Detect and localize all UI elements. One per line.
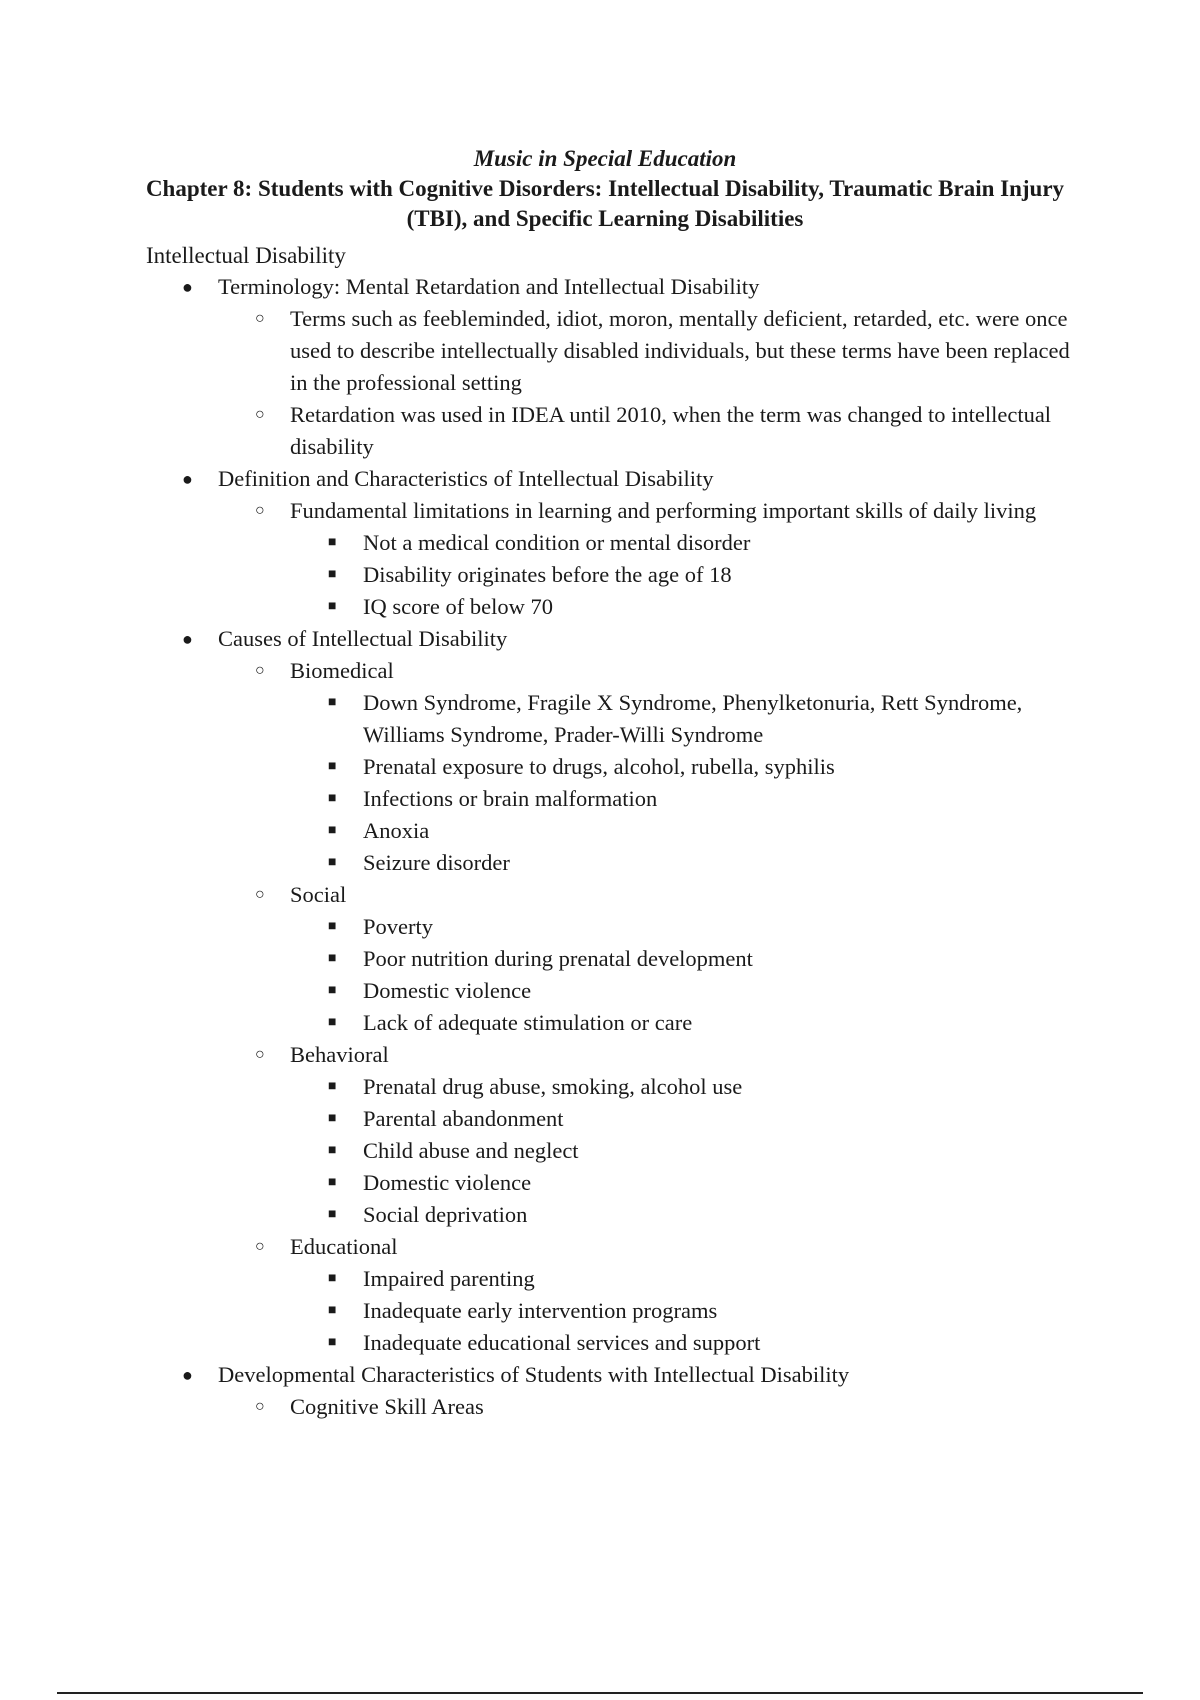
hollow-circle-bullet-icon: ○	[255, 662, 265, 679]
list-item	[0, 495, 1080, 527]
square-bullet-icon: ■	[328, 1015, 337, 1030]
list-item	[0, 1359, 1088, 1391]
list-item	[0, 751, 1083, 783]
square-bullet-icon: ■	[328, 951, 337, 966]
list-item-text: Inadequate early intervention programs	[363, 1298, 718, 1323]
list-item	[0, 879, 1080, 911]
list-item	[0, 1199, 1083, 1231]
list-item-text: Infections or brain malformation	[363, 786, 658, 811]
square-bullet-icon: ■	[328, 1175, 337, 1190]
list-item	[0, 975, 1083, 1007]
list-item	[0, 399, 1080, 463]
list-item-text: Anoxia	[363, 818, 430, 843]
list-item-text: Disability originates before the age of 18	[363, 562, 732, 587]
list-item-text: Parental abandonment	[363, 1106, 564, 1131]
list-item	[0, 591, 1083, 623]
square-bullet-icon: ■	[328, 823, 337, 838]
square-bullet-icon: ■	[328, 567, 337, 582]
list-item-text: Down Syndrome, Fragile X Syndrome, Phenylketonuria, Rett Syndrome, Williams Syndrome, Prader-Willi Syndrome	[363, 690, 1023, 747]
list-item-text: Domestic violence	[363, 978, 532, 1003]
list-item	[0, 783, 1083, 815]
list-item-text: Inadequate educational services and support	[363, 1330, 761, 1355]
list-item	[0, 463, 1088, 495]
square-bullet-icon: ■	[328, 695, 337, 710]
list-item-text: Fundamental limitations in learning and performing important skills of daily living	[290, 498, 1037, 523]
filled-circle-bullet-icon: ●	[182, 629, 193, 649]
list-item-text: Prenatal drug abuse, smoking, alcohol use	[363, 1074, 743, 1099]
page-bottom-divider	[57, 1692, 1143, 1694]
list-item-text: Educational	[290, 1234, 398, 1259]
filled-circle-bullet-icon: ●	[182, 1365, 193, 1385]
list-item-text: Cognitive Skill Areas	[290, 1394, 484, 1419]
list-item	[0, 271, 1088, 303]
list-item	[0, 1135, 1083, 1167]
filled-circle-bullet-icon: ●	[182, 277, 193, 297]
square-bullet-icon: ■	[328, 855, 337, 870]
list-item	[0, 655, 1080, 687]
square-bullet-icon: ■	[328, 919, 337, 934]
list-item	[0, 1327, 1083, 1359]
square-bullet-icon: ■	[328, 983, 337, 998]
square-bullet-icon: ■	[328, 1111, 337, 1126]
list-item	[0, 687, 1083, 751]
list-item	[0, 1103, 1083, 1135]
square-bullet-icon: ■	[328, 1079, 337, 1094]
hollow-circle-bullet-icon: ○	[255, 1046, 265, 1063]
list-item-text: Domestic violence	[363, 1170, 532, 1195]
list-item-text: Terms such as feebleminded, idiot, moron, mentally deficient, retarded, etc. were once used to describe intellectually disabled individuals, but these terms have been replaced in the professional setting	[290, 306, 1070, 395]
list-item-text: Social	[290, 882, 347, 907]
hollow-circle-bullet-icon: ○	[255, 886, 265, 903]
list-item-text: Retardation was used in IDEA until 2010, when the term was changed to intellectual disability	[290, 402, 1052, 459]
list-item	[0, 1167, 1083, 1199]
list-item	[0, 1071, 1083, 1103]
list-item	[0, 847, 1083, 879]
chapter-title: Chapter 8: Students with Cognitive Disorders: Intellectual Disability, Traumatic Brain Injury (TBI), and Specific Learning Disabilities	[145, 176, 1065, 231]
list-item-text: Behavioral	[290, 1042, 389, 1067]
list-item-text: Social deprivation	[363, 1202, 528, 1227]
list-item-text: Causes of Intellectual Disability	[218, 626, 508, 651]
list-item	[0, 1231, 1080, 1263]
section-heading: Intellectual Disability	[146, 243, 346, 268]
square-bullet-icon: ■	[328, 1303, 337, 1318]
document-header	[0, 144, 1200, 234]
hollow-circle-bullet-icon: ○	[255, 310, 265, 327]
list-item-text: Prenatal exposure to drugs, alcohol, rubella, syphilis	[363, 754, 835, 779]
hollow-circle-bullet-icon: ○	[255, 1398, 265, 1415]
square-bullet-icon: ■	[328, 535, 337, 550]
square-bullet-icon: ■	[328, 1143, 337, 1158]
list-item-text: Biomedical	[290, 658, 394, 683]
hollow-circle-bullet-icon: ○	[255, 1238, 265, 1255]
list-item-text: Lack of adequate stimulation or care	[363, 1010, 693, 1035]
list-item	[0, 943, 1083, 975]
list-item	[0, 623, 1088, 655]
list-item	[0, 815, 1083, 847]
list-item	[0, 1263, 1083, 1295]
list-item-text: Terminology: Mental Retardation and Intellectual Disability	[218, 274, 760, 299]
list-item-text: Seizure disorder	[363, 850, 510, 875]
hollow-circle-bullet-icon: ○	[255, 502, 265, 519]
square-bullet-icon: ■	[328, 791, 337, 806]
list-item	[0, 527, 1083, 559]
list-item	[0, 1295, 1083, 1327]
list-item-text: Impaired parenting	[363, 1266, 535, 1291]
document-title: Music in Special Education	[473, 146, 737, 171]
list-item-text: Child abuse and neglect	[363, 1138, 579, 1163]
list-item	[0, 1391, 1080, 1423]
hollow-circle-bullet-icon: ○	[255, 406, 265, 423]
filled-circle-bullet-icon: ●	[182, 469, 193, 489]
square-bullet-icon: ■	[328, 1335, 337, 1350]
square-bullet-icon: ■	[328, 1271, 337, 1286]
list-item-text: Not a medical condition or mental disorder	[363, 530, 751, 555]
list-item-text: Developmental Characteristics of Students with Intellectual Disability	[218, 1362, 850, 1387]
list-item	[0, 911, 1083, 943]
outline-list	[0, 271, 1200, 1423]
square-bullet-icon: ■	[328, 599, 337, 614]
list-item-text: IQ score of below 70	[363, 594, 553, 619]
list-item-text: Poverty	[363, 914, 433, 939]
list-item	[0, 559, 1083, 591]
square-bullet-icon: ■	[328, 759, 337, 774]
list-item-text: Poor nutrition during prenatal development	[363, 946, 753, 971]
list-item	[0, 303, 1080, 399]
list-item	[0, 1039, 1080, 1071]
list-item-text: Definition and Characteristics of Intellectual Disability	[218, 466, 714, 491]
square-bullet-icon: ■	[328, 1207, 337, 1222]
list-item	[0, 1007, 1083, 1039]
